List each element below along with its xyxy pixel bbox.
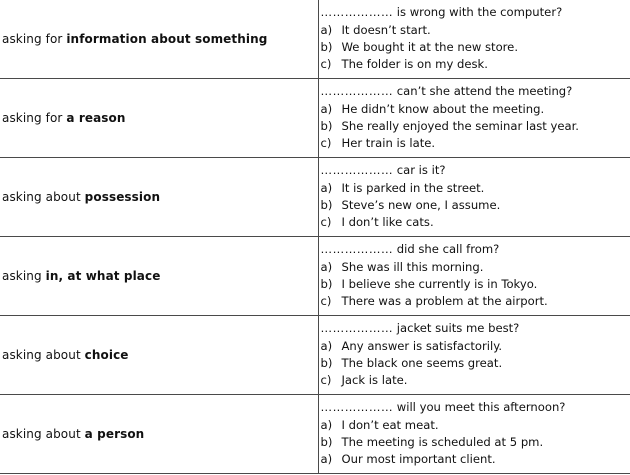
topic-prefix: asking about: [2, 348, 85, 362]
question-cell: [318, 79, 630, 158]
answer-option[interactable]: [321, 22, 630, 39]
option-letter: a): [320, 452, 333, 467]
answer-option[interactable]: [321, 135, 630, 152]
answer-blank[interactable]: ………………: [320, 5, 394, 20]
answer-option[interactable]: [321, 451, 630, 468]
answer-blank[interactable]: ………………: [320, 163, 394, 178]
option-text: He didn’t know about the meeting.: [341, 101, 545, 116]
option-letter: b): [320, 435, 333, 449]
topic-cell: [0, 237, 318, 316]
option-text: She really enjoyed the seminar last year.: [341, 119, 579, 133]
option-text: Steve’s new one, I assume.: [341, 198, 501, 212]
option-text: There was a problem at the airport.: [341, 294, 548, 309]
question-cell: [318, 237, 630, 316]
option-letter: c): [320, 373, 332, 388]
topic-keyword: possession: [84, 190, 161, 204]
question-text: can’t she attend the meeting?: [393, 84, 573, 99]
answer-option[interactable]: [321, 118, 630, 135]
option-letter: b): [320, 40, 333, 54]
option-text: The meeting is scheduled at 5 pm.: [341, 435, 544, 449]
question-text: will you meet this afternoon?: [393, 400, 566, 415]
question-text: jacket suits me best?: [393, 321, 520, 336]
option-letter: a): [320, 338, 333, 353]
option-text: I don’t eat meat.: [341, 417, 439, 432]
topic-keyword: a reason: [66, 111, 126, 125]
topic-keyword: in, at what place: [45, 269, 161, 283]
topic-prefix: asking about: [2, 190, 85, 204]
table-row: [0, 316, 630, 395]
question-text: did she call from?: [393, 242, 500, 257]
option-letter: a): [320, 180, 333, 195]
option-letter: c): [320, 294, 332, 309]
question-cell: [318, 0, 630, 79]
answer-option[interactable]: [321, 197, 630, 214]
option-letter: a): [320, 417, 333, 432]
topic-cell: [0, 316, 318, 395]
table-row: [0, 158, 630, 237]
answer-option[interactable]: [321, 338, 630, 355]
table-row: [0, 0, 630, 79]
topic-keyword: a person: [84, 427, 145, 441]
topic-prefix: asking for: [2, 32, 67, 46]
answer-option[interactable]: [321, 417, 630, 434]
topic-cell: [0, 395, 318, 474]
option-text: The black one seems great.: [341, 356, 503, 370]
topic-cell: [0, 158, 318, 237]
topic-cell: [0, 0, 318, 79]
answer-option[interactable]: [321, 180, 630, 197]
answer-option[interactable]: [321, 276, 630, 293]
answer-option[interactable]: [321, 372, 630, 389]
answer-option[interactable]: [321, 56, 630, 73]
option-letter: c): [320, 57, 332, 72]
option-letter: b): [320, 198, 333, 212]
option-text: She was ill this morning.: [341, 259, 484, 274]
question-stem: [321, 83, 630, 100]
option-letter: b): [320, 356, 333, 370]
topic-keyword: information about something: [66, 32, 268, 46]
option-letter: b): [320, 277, 333, 291]
answer-blank[interactable]: ………………: [320, 321, 394, 336]
option-text: Any answer is satisfactorily.: [341, 338, 503, 353]
option-text: It doesn’t start.: [341, 22, 431, 37]
option-text: The folder is on my desk.: [341, 57, 488, 72]
option-letter: b): [320, 119, 333, 133]
question-text: car is it?: [393, 163, 446, 178]
topic-cell: [0, 79, 318, 158]
option-text: I don’t like cats.: [341, 215, 434, 230]
option-text: Her train is late.: [341, 136, 436, 151]
topic-prefix: asking about: [2, 427, 85, 441]
option-text: Jack is late.: [341, 373, 408, 388]
option-letter: a): [320, 259, 333, 274]
topic-prefix: asking: [2, 269, 46, 283]
question-stem: [321, 4, 630, 21]
option-text: We bought it at the new store.: [341, 40, 518, 54]
table-row: [0, 237, 630, 316]
answer-blank[interactable]: ………………: [320, 400, 394, 415]
answer-option[interactable]: [321, 355, 630, 372]
question-stem: [321, 399, 630, 416]
answer-option[interactable]: [321, 214, 630, 231]
answer-option[interactable]: [321, 434, 630, 451]
answer-blank[interactable]: ………………: [320, 242, 394, 257]
answer-option[interactable]: [321, 259, 630, 276]
table-row: [0, 395, 630, 474]
option-text: Our most important client.: [341, 452, 496, 467]
option-letter: a): [320, 101, 333, 116]
option-letter: c): [320, 136, 332, 151]
answer-blank[interactable]: ………………: [320, 84, 394, 99]
option-text: I believe she currently is in Tokyo.: [341, 277, 538, 291]
answer-option[interactable]: [321, 39, 630, 56]
question-stem: [321, 320, 630, 337]
question-stem: [321, 241, 630, 258]
table-row: [0, 79, 630, 158]
option-letter: c): [320, 215, 332, 230]
question-text: is wrong with the computer?: [393, 5, 563, 20]
question-stem: [321, 162, 630, 179]
question-cell: [318, 158, 630, 237]
question-cell: [318, 316, 630, 395]
option-text: It is parked in the street.: [341, 180, 485, 195]
question-cell: [318, 395, 630, 474]
topic-keyword: choice: [84, 348, 129, 362]
topic-prefix: asking for: [2, 111, 67, 125]
option-letter: a): [320, 22, 333, 37]
answer-option[interactable]: [321, 101, 630, 118]
answer-option[interactable]: [321, 293, 630, 310]
